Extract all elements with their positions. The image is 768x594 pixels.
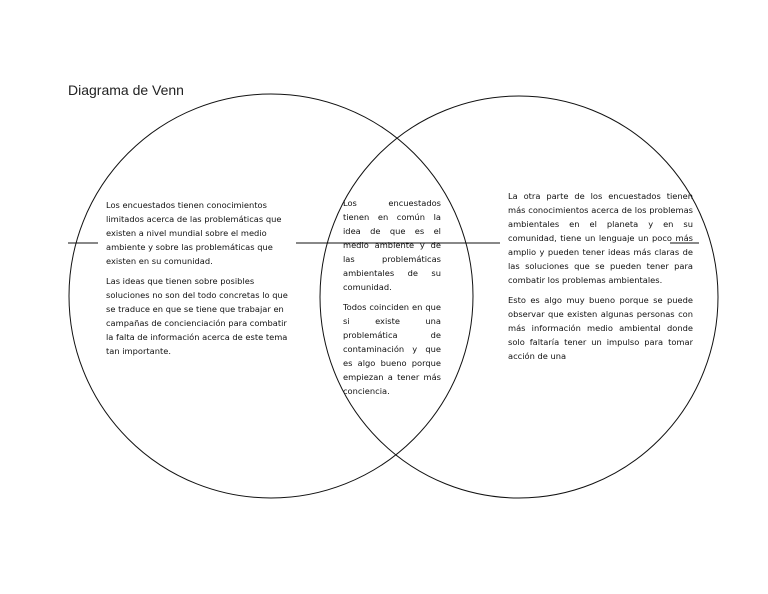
left-paragraph-1: Los encuestados tienen conocimientos limitados acerca de las problemáticas que existen a nivel mundial sobre el medio ambiente y sobre las problemáticas que existen en su comunidad. <box>106 200 282 266</box>
diagram-title: Diagrama de Venn <box>68 82 184 98</box>
right-paragraph-1: La otra parte de los encuestados tienen más conocimientos acerca de los problemas ambientales en el planeta y en su comunidad, tiene un lenguaje un poco más amplio y pueden tener ideas más claras de las soluciones que se pueden tener para combatir los problemas ambientales. <box>508 191 693 285</box>
right-circle-text <box>508 189 693 369</box>
intersection-text <box>343 196 441 404</box>
middle-paragraph-2: Todos coinciden en que si existe una problemática de contaminación y que es algo bueno porque empiezan a tener más conciencia. <box>343 302 441 396</box>
left-paragraph-2: Las ideas que tienen sobre posibles soluciones no son del todo concretas lo que se traduce en que se tiene que trabajar en campañas de concienciación para combatir la falta de información acerca de este tema tan importante. <box>106 276 288 356</box>
middle-paragraph-1: Los encuestados tienen en común la idea de que es el medio ambiente y de las problemáticas ambientales de su comunidad. <box>343 198 441 292</box>
right-paragraph-2: Esto es algo muy bueno porque se puede observar que existen algunas personas con más información medio ambiental donde solo faltaría tener un impulso para tomar acción de una <box>508 295 693 361</box>
left-circle-text <box>106 198 290 364</box>
